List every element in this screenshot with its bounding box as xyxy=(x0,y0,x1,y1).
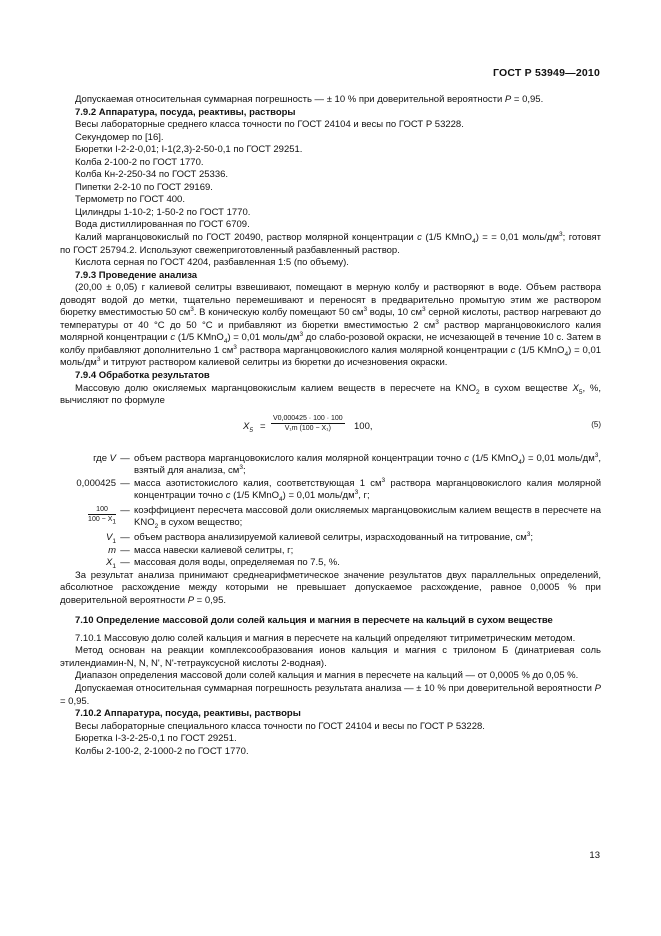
method-paragraph: Метод основан на реакции комплексообразования ионов кальция и магния с трилоном Б (динатриевая соль этилендиамин-N, N, N', N'-тетрауксусной кислоты 2-водная). xyxy=(60,645,601,669)
list-item: Пипетки 2-2-10 по ГОСТ 29169. xyxy=(75,181,213,193)
formula-fraction xyxy=(271,414,345,433)
formula-5: $X_5$ = $\frac{V0,000425 \cdot 100 \cdot 100}{\text{V₁m (100 − X₁)}}$ 100, (5) xyxy=(243,414,601,434)
error-paragraph: Допускаемая относительная суммарная погрешность — ± 10 % при доверительной вероятности P = 0,95. xyxy=(75,94,544,105)
where-v1: $V_1$ — объем раствора анализируемой калиевой селитры, израсходованный на титрование, $см^3$; xyxy=(106,530,533,545)
formula-denominator: V₁m (100 − X₁) xyxy=(284,424,331,432)
list-item: Бюретки I-2-2-0,01; I-1(2,3)-2-50-0,1 по ГОСТ 29251. xyxy=(75,144,303,156)
formula-numerator: V0,000425 · 100 · 100 xyxy=(273,414,343,422)
list-item: Бюретка I-3-2-25-0,1 по ГОСТ 29251. xyxy=(75,733,237,745)
range-paragraph: Диапазон определения массовой доли солей кальция и магния в пересчете на кальций — от 0,0005 % до 0,05 %. xyxy=(75,670,579,682)
section-7-9-2-heading: 7.9.2 Аппаратура, посуда, реактивы, растворы xyxy=(75,106,296,118)
page-number: 13 xyxy=(589,850,600,861)
formula-number: (5) xyxy=(591,419,601,429)
standard-header: ГОСТ Р 53949—2010 xyxy=(492,67,600,79)
list-item: Весы лабораторные среднего класса точности по ГОСТ 24104 и весы по ГОСТ Р 53228. xyxy=(75,119,464,131)
error-paragraph-2: Допускаемая относительная суммарная погрешность результата анализа — ± 10 % при доверительной вероятности P = 0,95. xyxy=(60,682,602,707)
where-constant: 0,000425 — масса азотистокислого калия, соответствующая 1 $см^3$ раствора марганцовокислого калия молярной концентрации точно c (1/5 KMnO$_4$) = 0,01 моль/$дм^3$, г; xyxy=(76,476,601,504)
list-item: Весы лабораторные специального класса точности по ГОСТ 24104 и весы по ГОСТ Р 53228. xyxy=(75,720,485,732)
section-7-9-3-heading: 7.9.3 Проведение анализа xyxy=(75,269,198,281)
reagent-kmno4: Калий марганцовокислый по ГОСТ 20490, раствор молярной концентрации c (1/5 KMnO$_4$) = = 0,01 моль/$дм^3$; готовят по ГОСТ 25794.2. Используют свежеприготовленный разбавленный раствор. xyxy=(60,230,602,256)
where-x1: $X_1$ — массовая доля воды, определяемая по 7.5, %. xyxy=(106,557,340,570)
paragraph-7-10-1: 7.10.1 Массовую долю солей кальция и магния в пересчете на кальций определяют титриметрическим методом. xyxy=(75,632,576,644)
section-7-10-2-heading: 7.10.2 Аппаратура, посуда, реактивы, растворы xyxy=(75,708,301,720)
list-item: Термометр по ГОСТ 400. xyxy=(75,194,185,206)
list-item: Колба 2-100-2 по ГОСТ 1770. xyxy=(75,156,204,168)
list-item: Цилиндры 1-10-2; 1-50-2 по ГОСТ 1770. xyxy=(75,206,251,218)
section-7-9-4-heading: 7.9.4 Обработка результатов xyxy=(75,370,210,382)
list-item: Колба Кн-2-250-34 по ГОСТ 25336. xyxy=(75,169,229,181)
document-body xyxy=(60,94,601,758)
section-7-10-heading: 7.10 Определение массовой доли солей кальция и магния в пересчете на кальций в сухом веществе xyxy=(75,615,553,627)
processing-paragraph: Массовую долю окисляемых марганцовокислым калием веществ в пересчете на $KNO_2$ в сухом веществе $X_5$, %, вычисляют по формуле xyxy=(60,382,601,407)
formula-lhs: $X_5$ xyxy=(243,420,253,434)
where-v: где V — объем раствора марганцовокислого калия молярной концентрации точно c (1/5 KMnO$_4$) = 0,01 моль/$дм^3$, взятый для анализа, $см^3$; xyxy=(93,451,602,477)
analysis-paragraph: (20,00 ± 0,05) г калиевой селитры взвешивают, помещают в мерную колбу и растворяют в воде. Объем раствора доводят водой до метки, тщательно перемешивают и переносят в предварительно промытую этим же раствором бюретку вместимостью 50 $см^3$. В коническую колбу помещают 50 $см^3$ воды, 10 $см^3$ серной кислоты, раствор нагревают до температуры от 40 °С до 50 °С и прибавляют из бюретки вместимостью 2 $см^3$ раствор марганцовокислого калия молярной концентрации c (1/5 KMnO$_4$) = 0,01 моль/$дм^3$ до слабо-розовой окраски, не исчезающей в течение 10 с. Затем в колбу прибавляют дополнительно 1 $см^3$ раствора марганцовокислого калия молярной концентрации c (1/5 KMnO$_4$) = 0,01 моль/$дм^3$ и титруют раствором калиевой селитры из бюретки до исчезновения окраски. xyxy=(60,282,602,369)
where-coefficient: $\frac{100}{100 - X_1}$ — коэффициент пересчета массовой доли окисляемых марганцовокислым калием веществ в пересчете на $KNO_2$ в сухом вещество; xyxy=(88,504,601,531)
result-paragraph: За результат анализа принимают среднеарифметическое значение результатов двух параллельных определений, абсолютное расхождение между которыми не превышает допускаемое расхождение, равное 0,0005 % при доверительной вероятности P = 0,95. xyxy=(60,569,601,606)
list-item: Вода дистиллированная по ГОСТ 6709. xyxy=(75,219,250,231)
list-item: Колбы 2-100-2, 2-1000-2 по ГОСТ 1770. xyxy=(75,745,249,757)
formula-rhs: 100, xyxy=(354,420,373,432)
reagent-acid: Кислота серная по ГОСТ 4204, разбавленная 1:5 (по объему). xyxy=(75,257,349,269)
where-m: m — масса навески калиевой селитры, г; xyxy=(108,544,294,556)
list-item: Секундомер по [16]. xyxy=(75,131,164,143)
